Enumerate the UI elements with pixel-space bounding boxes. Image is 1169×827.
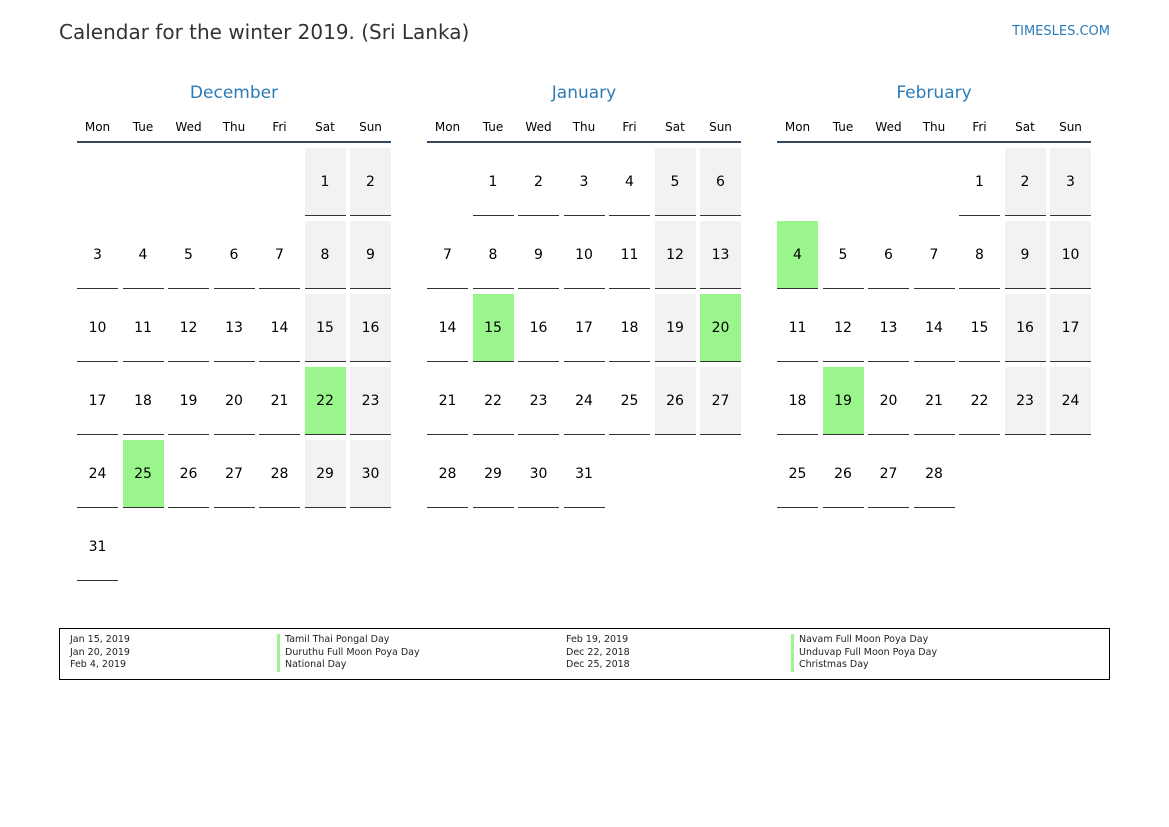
day-cell: 8: [473, 221, 514, 289]
day-cell: 22: [473, 367, 514, 435]
day-cell: 31: [564, 440, 605, 508]
day-cell: 4: [123, 221, 164, 289]
weekday-label: Mon: [84, 120, 111, 134]
day-cell: 21: [427, 367, 468, 435]
day-cell: 5: [168, 221, 209, 289]
day-cell: 9: [1005, 221, 1046, 289]
month-name: January: [551, 83, 617, 103]
legend-date: Feb 4, 2019: [70, 659, 127, 671]
day-cell: 11: [609, 221, 650, 289]
day-cell: 3: [1050, 148, 1091, 216]
legend-holiday-name: Navam Full Moon Poya Day: [791, 634, 937, 647]
day-cell: 19: [655, 294, 696, 362]
day-cell: 26: [168, 440, 209, 508]
day-cell: 7: [259, 221, 300, 289]
weekday-label: Sat: [665, 120, 685, 134]
day-cell: 22: [959, 367, 1000, 435]
day-cell: 6: [700, 148, 741, 216]
day-cell: 12: [823, 294, 864, 362]
day-cell: 17: [564, 294, 605, 362]
day-cell: 16: [518, 294, 559, 362]
legend-date: Jan 20, 2019: [70, 646, 130, 658]
day-cell: 14: [914, 294, 955, 362]
day-cell: 25: [777, 440, 818, 508]
day-cell: 2: [350, 148, 391, 216]
month-name: February: [896, 83, 972, 103]
day-cell: 24: [77, 440, 118, 508]
day-cell: 20: [214, 367, 255, 435]
weekday-label: Tue: [832, 120, 854, 134]
weekday-label: Fri: [622, 120, 637, 134]
day-cell: 26: [823, 440, 864, 508]
day-cell: 17: [77, 367, 118, 435]
day-cell: 13: [214, 294, 255, 362]
day-cell: 1: [473, 148, 514, 216]
day-cell: 29: [305, 440, 346, 508]
day-cell: 8: [959, 221, 1000, 289]
day-cell: 1: [959, 148, 1000, 216]
legend-date: Dec 25, 2018: [566, 659, 630, 671]
day-cell: 30: [350, 440, 391, 508]
day-cell: 23: [1005, 367, 1046, 435]
weekday-label: Thu: [572, 120, 596, 134]
legend-names-left: [277, 634, 420, 672]
day-cell: 27: [214, 440, 255, 508]
day-cell: 22: [305, 367, 346, 435]
day-cell: 18: [777, 367, 818, 435]
day-cell: 13: [868, 294, 909, 362]
day-cell: 20: [700, 294, 741, 362]
weekday-header: [777, 119, 1091, 143]
weekday-header: [427, 119, 741, 143]
legend-holiday-name: Christmas Day: [791, 659, 937, 672]
legend-holiday-name: National Day: [277, 659, 420, 672]
day-cell: 16: [350, 294, 391, 362]
legend-holiday-name: Duruthu Full Moon Poya Day: [277, 647, 420, 660]
day-cell: 18: [609, 294, 650, 362]
day-cell: 4: [609, 148, 650, 216]
day-cell: 29: [473, 440, 514, 508]
day-cell: 10: [564, 221, 605, 289]
day-cell: 10: [77, 294, 118, 362]
day-cell: 27: [700, 367, 741, 435]
day-cell: 16: [1005, 294, 1046, 362]
holiday-legend: [59, 628, 1110, 680]
day-cell: 13: [700, 221, 741, 289]
legend-dates-right: [566, 634, 630, 672]
day-cell: 6: [214, 221, 255, 289]
day-cell: 8: [305, 221, 346, 289]
day-cell: 15: [959, 294, 1000, 362]
day-cell: 23: [350, 367, 391, 435]
brand-link[interactable]: TIMESLES.COM: [1012, 24, 1110, 39]
weekday-label: Thu: [922, 120, 946, 134]
day-cell: 7: [914, 221, 955, 289]
day-cell: 30: [518, 440, 559, 508]
day-cell: 27: [868, 440, 909, 508]
day-cell: 11: [777, 294, 818, 362]
weekday-header: [77, 119, 391, 143]
day-cell: 14: [427, 294, 468, 362]
day-cell: 28: [427, 440, 468, 508]
day-cell: 19: [823, 367, 864, 435]
weekday-label: Mon: [434, 120, 461, 134]
legend-date: Dec 22, 2018: [566, 646, 630, 658]
day-cell: 4: [777, 221, 818, 289]
day-cell: 18: [123, 367, 164, 435]
legend-dates-left: [70, 634, 130, 672]
page-title: Calendar for the winter 2019. (Sri Lanka): [59, 20, 470, 44]
legend-holiday-name: Tamil Thai Pongal Day: [277, 634, 420, 647]
day-cell: 17: [1050, 294, 1091, 362]
weekday-label: Thu: [222, 120, 246, 134]
day-cell: 14: [259, 294, 300, 362]
day-cell: 26: [655, 367, 696, 435]
day-cell: 28: [259, 440, 300, 508]
legend-date: Jan 15, 2019: [70, 634, 130, 645]
day-cell: 24: [1050, 367, 1091, 435]
weekday-label: Wed: [875, 120, 902, 134]
month-name: December: [189, 83, 279, 103]
day-cell: 25: [123, 440, 164, 508]
weekday-label: Wed: [175, 120, 202, 134]
weekday-label: Sat: [315, 120, 335, 134]
day-cell: 15: [305, 294, 346, 362]
day-cell: 31: [77, 513, 118, 581]
day-cell: 6: [868, 221, 909, 289]
day-cell: 19: [168, 367, 209, 435]
day-cell: 5: [655, 148, 696, 216]
day-cell: 21: [914, 367, 955, 435]
day-cell: 12: [655, 221, 696, 289]
weekday-label: Wed: [525, 120, 552, 134]
day-cell: 9: [350, 221, 391, 289]
weekday-label: Sun: [359, 120, 382, 134]
day-cell: 2: [1005, 148, 1046, 216]
weekday-label: Sun: [1059, 120, 1082, 134]
weekday-label: Sat: [1015, 120, 1035, 134]
day-cell: 24: [564, 367, 605, 435]
day-cell: 3: [564, 148, 605, 216]
day-cell: 7: [427, 221, 468, 289]
day-cell: 1: [305, 148, 346, 216]
legend-holiday-name: Unduvap Full Moon Poya Day: [791, 647, 937, 660]
weekday-label: Fri: [972, 120, 987, 134]
day-cell: 3: [77, 221, 118, 289]
day-cell: 9: [518, 221, 559, 289]
weekday-label: Tue: [132, 120, 154, 134]
day-cell: 28: [914, 440, 955, 508]
weekday-label: Sun: [709, 120, 732, 134]
weekday-label: Tue: [482, 120, 504, 134]
legend-date: Feb 19, 2019: [566, 634, 629, 645]
day-cell: 25: [609, 367, 650, 435]
day-cell: 15: [473, 294, 514, 362]
day-cell: 2: [518, 148, 559, 216]
day-cell: 11: [123, 294, 164, 362]
day-cell: 10: [1050, 221, 1091, 289]
day-cell: 21: [259, 367, 300, 435]
weekday-label: Fri: [272, 120, 287, 134]
weekday-label: Mon: [784, 120, 811, 134]
day-cell: 12: [168, 294, 209, 362]
day-cell: 5: [823, 221, 864, 289]
day-cell: 20: [868, 367, 909, 435]
day-cell: 23: [518, 367, 559, 435]
legend-names-right: [791, 634, 937, 672]
